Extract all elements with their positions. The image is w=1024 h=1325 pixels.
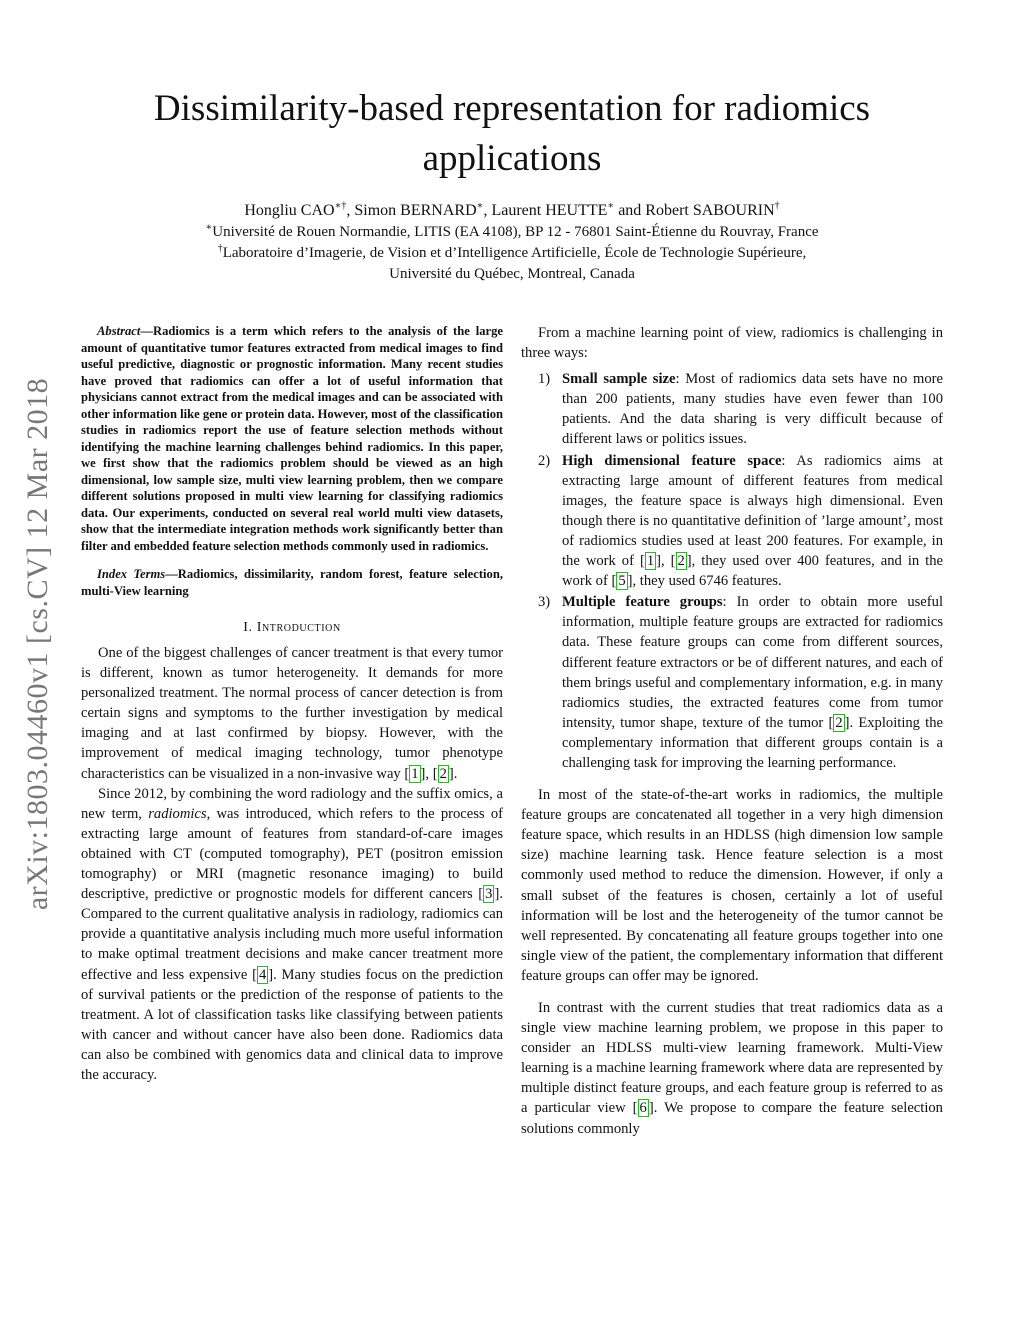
citation-link[interactable]: 6 <box>639 1100 647 1117</box>
affiliation-text: Université de Rouen Normandie, LITIS (EA 4108), BP 12 - 76801 Saint-Étienne du Rouvray, France <box>212 224 819 240</box>
state-of-the-art-paragraph: In most of the state-of-the-art works in radiomics, the multiple feature groups are concatenated all together in a very high dimension feature space, which results in an HDLSS (high dimension low sample size) machine learning task. Hence feature selection is a most commonly used method to reduce the dimension. However, if only a small subset of the features is chosen, certainly a lot of useful information will be lost and the heterogeneity of the tumor cannot be well represented. By concatenating all feature groups together into one single view of the patient, the complementary information that different feature groups can offer may be ignored. <box>521 787 943 984</box>
author-marker: ∗† <box>334 200 347 212</box>
list-item <box>521 369 943 449</box>
intro-paragraph-1: One of the biggest challenges of cancer treatment is that every tumor is different, known as tumor heterogeneity. It demands for more personalized treatment. The normal process of cancer detection is from certain signs and symptoms to the further investigation by medical imaging and at last confirmed by biopsy. However, with the improvement of medical imaging technology, tumor phenotype characteristics can be visualized in a non-invasive way [ 1 ], [ 2 ]. <box>81 645 503 782</box>
paragraph-text: . Compared to the current qualitative analysis in radiology, radiomics can provide a quantitative analysis including much more useful information to make optimal treatment decisions and make cancer treatment more effective and less expensive <box>81 886 503 983</box>
author-name: Robert SABOURIN <box>645 202 775 219</box>
list-number: 1) <box>538 371 551 388</box>
index-terms-text: —Radiomics, dissimilarity, random forest, feature selection, multi-View learning <box>81 567 503 598</box>
intro-paragraph-2: Since 2012, by combining the word radiology and the suffix omics, a new term, radiomics, was introduced, which refers to the process of extracting large amount of features from standard-of-care images obtained with CT (computed tomography), PET (positron emission tomography) or MRI (magnetic resonance imaging) to build descriptive, predictive or prognostic models for different cancers [ 3 ]. Compared to the current qualitative analysis in radiology, radiomics can provide a quantitative analysis including much more useful information to make optimal treatment decisions and make cancer treatment more effective and less expensive [ 4 ]. Many studies focus on the prediction of survival patients or the prediction of the response of patients to the treatment. A lot of classification tasks like classifying between patients with cancer and without cancer have also been done. Radiomics data can also be combined with genomics data and clinical data to improve the accuracy. <box>81 785 503 1083</box>
list-item-heading: High dimensional feature space <box>562 452 782 469</box>
citation-link[interactable]: 2 <box>835 714 843 731</box>
section-number: I. <box>243 620 253 635</box>
citation-link[interactable]: 4 <box>258 966 267 983</box>
affiliation-text: Laboratoire d’Imagerie, de Vision et d’Intelligence Artificielle, École de Technologie Supérieure, <box>222 245 807 261</box>
index-terms <box>81 566 503 599</box>
affiliation-1 <box>100 222 924 243</box>
paragraph-text: One of the biggest challenges of cancer treatment is that every tumor is different, known as tumor heterogeneity. It demands for more personalized treatment. The normal process of cancer detection is from certain signs and symptoms to the further investigation by medical imaging and at last confirmed by biopsy. However, with the improvement of medical imaging technology, tumor phenotype characteristics can be visualized in a non-invasive way <box>81 645 503 782</box>
citation-link[interactable]: 5 <box>618 573 626 590</box>
paragraph-text: . <box>453 765 458 782</box>
section-title: Introduction <box>256 620 341 635</box>
list-item-heading: Small sample size <box>562 371 676 388</box>
paragraph-text: . We propose to compare the feature selection solutions commonly <box>521 1100 943 1137</box>
list-item-text: , they used 6746 features. <box>632 573 782 590</box>
list-item: 3) Multiple feature groups: In order to obtain more useful information, multiple feature groups are extracted for radiomics data. These feature groups can come from different sources, different feature extractors or be of different natures, and each of them brings useful and complementary information, e.g. in many radiomics studies, the extracted features come from tumor intensity, tumor shape, texture of the tumor [ 2 ]. Exploiting the complementary information that different groups contain is a challenging task for improving the learning performance. <box>538 594 944 771</box>
contrast-paragraph: In contrast with the current studies that treat radiomics data as a single view machine learning problem, we propose in this paper to consider an HDLSS multi-view learning framework. Multi-View learning is a machine learning framework where data are represented by multiple distinct feature groups, and each feature group is referred to as a particular view [ 6 ]. We propose to compare the feature selection solutions commonly <box>521 1000 943 1137</box>
separator: , <box>425 765 433 782</box>
list-item-heading: Multiple feature groups <box>562 594 723 611</box>
challenges-lead: From a machine learning point of view, radiomics is challenging in three ways: <box>521 325 943 362</box>
left-column <box>81 323 503 1085</box>
list-item: 2) High dimensional feature space: As radiomics aims at extracting large amount of different features from medical images, the feature space is always high dimensional. Even though there is no quantitative definition of ’large amount’, most of radiomics studies used at least 200 features. For example, in the work of [ 1 ], [ 2 ], they used over 400 features, and in the work of [ 5 ], they used 6746 features. <box>538 452 943 590</box>
citation-link[interactable]: 1 <box>411 765 419 782</box>
list-number: 3) <box>538 594 551 611</box>
list-item-text: , they used over 400 features, and in the work of <box>562 553 943 590</box>
index-terms-label: Index Terms <box>97 567 166 581</box>
citation-link[interactable]: 2 <box>439 765 447 782</box>
author-marker: ∗ <box>607 200 615 212</box>
list-number: 2) <box>538 452 551 469</box>
author-name: Laurent HEUTTE <box>491 202 608 219</box>
author-name: Hongliu CAO <box>244 202 335 219</box>
list-item-text: . Exploiting the complementary information that different groups contain is a challenging task for improving the learning performance. <box>562 714 943 771</box>
affiliation-marker: ∗ <box>205 222 213 233</box>
paragraph-text: Since 2012, by combining the word radiology and the suffix omics, a new term, <box>81 785 503 822</box>
challenges-list <box>521 369 943 773</box>
abstract-text: —Radiomics is a term which refers to the analysis of the large amount of quantitative tumor features extracted from medical images to find useful predictive, diagnostic or prognostic information. Many recent studies have proved that radiomics can offer a lot of useful information that physicians cannot extract from the medical images and can be associated with other information like gene or protein data. However, most of the classification studies in radiomics report the use of feature selection methods without identifying the machine learning challenges behind radiomics. In this paper, we first show that the radiomics problem should be viewed as an high dimensional, low sample size, multi view learning problem, then we compare different solutions proposed in multi view learning for classifying radiomics data. Our experiments, conducted on several real world multi view datasets, show that the intermediate integration methods work significantly better than filter and embedded feature selection methods commonly used in radiomics. <box>81 324 503 553</box>
author-marker: ∗ <box>476 200 484 212</box>
paragraph-text: , was introduced, which refers to the process of extracting large amount of features from standard-of-care images obtained with CT (computed tomography), PET (positron emission tomography) or MRI (magnetic resonance imaging) to build descriptive, predictive or prognostic models for different cancers <box>81 805 503 903</box>
separator: , <box>660 553 671 570</box>
author-name: Simon BERNARD <box>354 202 477 219</box>
list-item-text: : In order to obtain more useful information, multiple feature groups are extracted for radiomics data. These feature groups can come from different sources, different feature extractors or be of different natures, and each of them brings useful and complementary information, e.g. in many radiomics studies, the extracted features come from tumor intensity, tumor shape, texture of the tumor <box>562 594 944 731</box>
author-block <box>100 200 924 285</box>
list-item-text: : As radiomics aims at extracting large amount of different features from medical images, the feature space is always high dimensional. Even though there is no quantitative definition of ’large amount’, most of radiomics studies used at least 200 features. For example, in the work of <box>562 452 943 570</box>
affiliation-2-cont: Université du Québec, Montreal, Canada <box>389 266 635 282</box>
citation-link[interactable]: 3 <box>485 886 493 903</box>
paper-title: Dissimilarity-based representation for radiomics applications <box>153 88 871 179</box>
emphasis-term: radiomics <box>148 805 207 822</box>
section-heading-introduction <box>81 619 503 637</box>
author-marker: † <box>774 200 780 212</box>
affiliation-marker: † <box>217 243 223 254</box>
citation-link[interactable]: 1 <box>646 553 655 570</box>
paragraph-text: . Many studies focus on the prediction of survival patients or the prediction of the response of patients to the treatment. A lot of classification tasks like classifying between patients with cancer and without cancer have also been done. Radiomics data can also be combined with genomics data and clinical data to improve the accuracy. <box>81 966 503 1083</box>
paragraph-text: In contrast with the current studies that treat radiomics data as a single view machine learning problem, we propose in this paper to consider an HDLSS multi-view learning framework. Multi-View learning is a machine learning framework where data are represented by multiple distinct feature groups, and each feature group is referred to as a particular view <box>521 1000 943 1117</box>
abstract <box>81 323 503 554</box>
abstract-label: Abstract <box>97 324 141 338</box>
affiliation-2 <box>100 243 924 264</box>
right-column <box>521 323 943 1139</box>
arxiv-identifier <box>18 348 58 940</box>
citation-link[interactable]: 2 <box>677 553 685 570</box>
list-item-text: : Most of radiomics data sets have no more than 200 patients, many studies have even fewer than 100 patients. And the data sharing is very difficult because of different laws or politics issues. <box>562 371 943 448</box>
author-conjunction: and <box>618 202 642 219</box>
author-list: Hongliu CAO∗†, Simon BERNARD∗, Laurent HEUTTE∗ and Robert SABOURIN† <box>244 200 780 219</box>
arxiv-id-text: arXiv:1803.04460v1 [cs.CV] 12 Mar 2018 <box>21 377 54 911</box>
